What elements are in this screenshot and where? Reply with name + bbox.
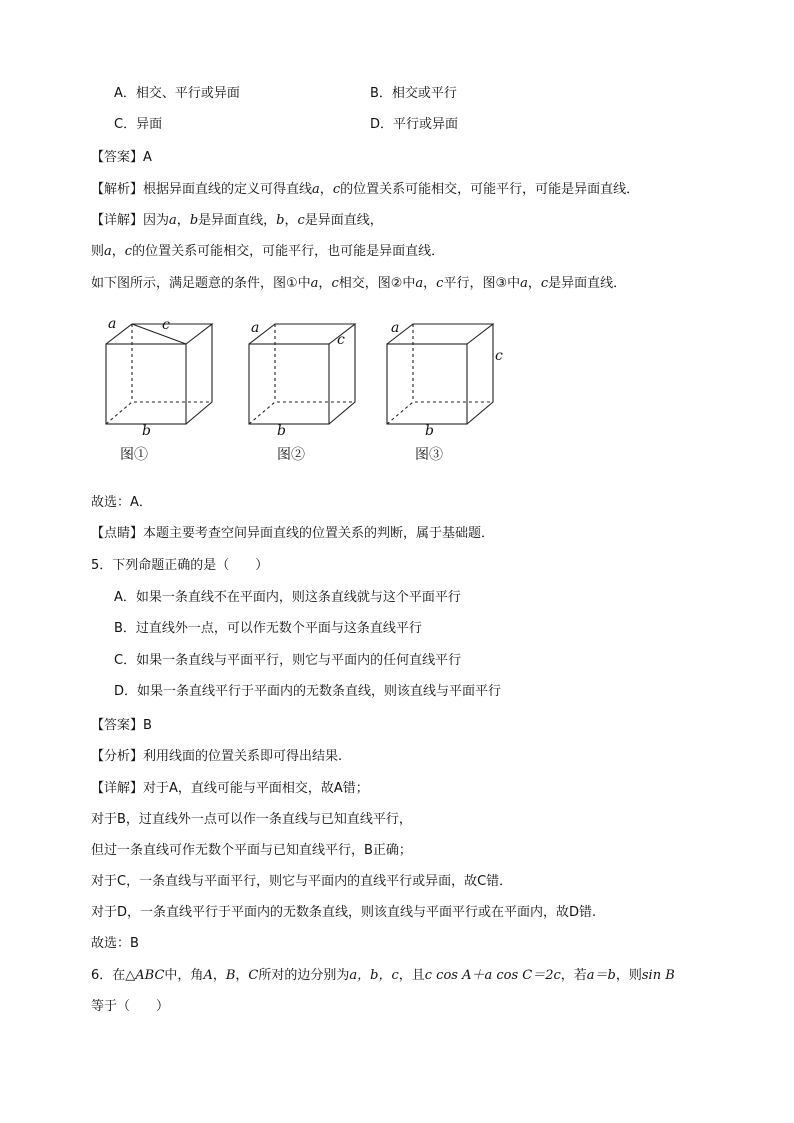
fig3-label-b: b [425, 423, 434, 439]
sin-b: sin B [641, 968, 675, 983]
fig3-label-c: c [495, 348, 503, 364]
comma: ， [212, 968, 226, 983]
detail-text: 是异面直线． [548, 276, 627, 291]
analysis-rest: 的位置关系可能相交，可能平行，可能是异面直线． [340, 182, 640, 197]
q5-option-d: D．如果一条直线平行于平面内的无数条直线，则该直线与平面平行 [114, 684, 502, 699]
equation: c cos A＋a cos C＝2c [424, 968, 561, 983]
var-c: c [540, 276, 549, 291]
q5-detail-line-3: 但过一条直线可作无数个平面与已知直线平行，B正确； [91, 843, 412, 858]
option-d: D．平行或异面 [370, 117, 459, 132]
var-c: c [124, 244, 133, 259]
sep: ， [319, 182, 333, 197]
q5-answer-line [91, 717, 152, 735]
stem-text: 6．在△ [91, 968, 136, 983]
figure-2 [243, 318, 363, 463]
detail-tag: 【详解】 [91, 781, 144, 796]
detail-text: 对于A，直线可能与平面相交，故A错； [143, 781, 369, 796]
var-a: a [169, 213, 177, 228]
angle-c: C [248, 968, 259, 983]
cube-front-face [249, 344, 329, 424]
q5-choose: 故选：B [91, 936, 139, 951]
answer-value: A [143, 150, 152, 165]
detail-text: 则 [91, 244, 105, 259]
figure-3 [381, 318, 503, 463]
detail-text: 是异面直线， [198, 213, 277, 228]
fig1-label-a: a [108, 316, 117, 332]
comma: ， [527, 276, 541, 291]
fig1-label-c: c [162, 317, 170, 333]
q5-stem: 5．下列命题正确的是（ ） [91, 558, 269, 573]
answer-line [91, 149, 152, 167]
cube-front-face [106, 344, 186, 424]
answer-value: B [143, 718, 152, 733]
var-a: a [312, 182, 320, 197]
fig2-label-c: c [337, 332, 345, 348]
var-a: a [104, 244, 112, 259]
detail-line-1 [91, 212, 383, 230]
q6-stem [91, 967, 675, 985]
fig3-caption: 图③ [415, 447, 443, 463]
sides: a，b，c [349, 968, 399, 983]
hidden-edge [249, 402, 355, 424]
triangle-name: ABC [135, 968, 165, 983]
fig3-label-a: a [391, 320, 400, 336]
q6-stem-line-2: 等于（ ） [91, 999, 170, 1014]
answer-tag: 【答案】 [91, 718, 144, 733]
var-c: c [436, 276, 444, 291]
var-b: b [276, 213, 285, 228]
hidden-edge [106, 402, 212, 424]
detail-text: 平行，图③中 [443, 276, 521, 291]
var-b: b [189, 213, 199, 228]
stem-text: ，若 [560, 968, 587, 983]
option-a: A．相交、平行或异面 [114, 86, 240, 101]
angle-b: B [225, 968, 236, 983]
comma: ， [235, 968, 249, 983]
comma: ， [318, 276, 332, 291]
figure-1 [100, 316, 220, 463]
q5-option-b: B．过直线外一点，可以作无数个平面与这条直线平行 [114, 621, 422, 636]
detail-tag: 【详解】 [91, 213, 144, 228]
comma: ， [284, 213, 298, 228]
var-c: c [297, 213, 305, 228]
comma: ， [111, 244, 125, 259]
cube-diagram-1 [100, 318, 220, 428]
line-c [132, 324, 186, 344]
var-a: a [520, 276, 528, 291]
var-c: c [332, 182, 341, 197]
comment-text: 本题主要考查空间异面直线的位置关系的判断，属于基础题． [143, 526, 495, 541]
stem-text: ，且 [398, 968, 425, 983]
cube-top-face [387, 324, 493, 344]
hidden-edge [387, 402, 493, 424]
q5-analysis-line [91, 748, 342, 766]
analysis-tag: 【分析】 [91, 749, 144, 764]
comment-tag: 【点睛】 [91, 526, 144, 541]
analysis-text: 根据异面直线的定义可得直线 [143, 182, 313, 197]
analysis-line [91, 181, 639, 199]
detail-text: 相交，图②中 [338, 276, 416, 291]
option-b: B．相交或平行 [370, 86, 457, 101]
choose-line: 故选：A． [91, 495, 152, 510]
fig1-caption: 图① [120, 447, 148, 463]
q5-option-a: A．如果一条直线不在平面内，则这条直线就与这个平面平行 [114, 590, 461, 605]
var-a: a [415, 276, 424, 291]
q5-detail-line-4: 对于C，一条直线与平面平行，则它与平面内的直线平行或异面，故C错． [91, 874, 513, 889]
detail-text: 因为 [143, 213, 170, 228]
option-c: C．异面 [114, 117, 163, 132]
detail-text: 是异面直线， [304, 213, 383, 228]
comma: ， [176, 213, 190, 228]
var-c: c [331, 276, 339, 291]
comma: ， [423, 276, 437, 291]
answer-tag: 【答案】 [91, 150, 144, 165]
detail-line-2 [91, 243, 444, 261]
analysis-tag: 【解析】 [91, 182, 144, 197]
fig2-label-b: b [277, 423, 286, 439]
comment-line [91, 525, 494, 543]
cube-right-face [467, 324, 493, 424]
cube-right-face [186, 324, 212, 424]
var-a: a [310, 276, 319, 291]
q5-detail-line-1 [91, 780, 369, 798]
cube-diagram-2 [243, 318, 363, 428]
stem-text: 中，角 [164, 968, 204, 983]
cube-front-face [387, 344, 467, 424]
fig1-label-b: b [142, 423, 151, 439]
analysis-text: 利用线面的位置关系即可得出结果. [143, 749, 343, 764]
detail-text: 的位置关系可能相交，可能平行，也可能是异面直线． [132, 244, 445, 259]
q5-detail-line-5: 对于D，一条直线平行于平面内的无数条直线，则该直线与平面平行或在平面内，故D错. [91, 905, 597, 920]
detail-text: 如下图所示，满足题意的条件，图①中 [91, 276, 311, 291]
angle-a: A [203, 968, 213, 983]
stem-text: 所对的边分别为 [258, 968, 350, 983]
fig2-label-a: a [251, 320, 260, 336]
condition: a＝b [586, 968, 616, 983]
detail-line-3 [91, 275, 626, 293]
q5-option-c: C．如果一条直线与平面平行，则它与平面内的任何直线平行 [114, 653, 462, 668]
stem-text: ，则 [615, 968, 642, 983]
q5-detail-line-2: 对于B，过直线外一点可以作一条直线与已知直线平行， [91, 812, 412, 827]
fig2-caption: 图② [277, 447, 305, 463]
